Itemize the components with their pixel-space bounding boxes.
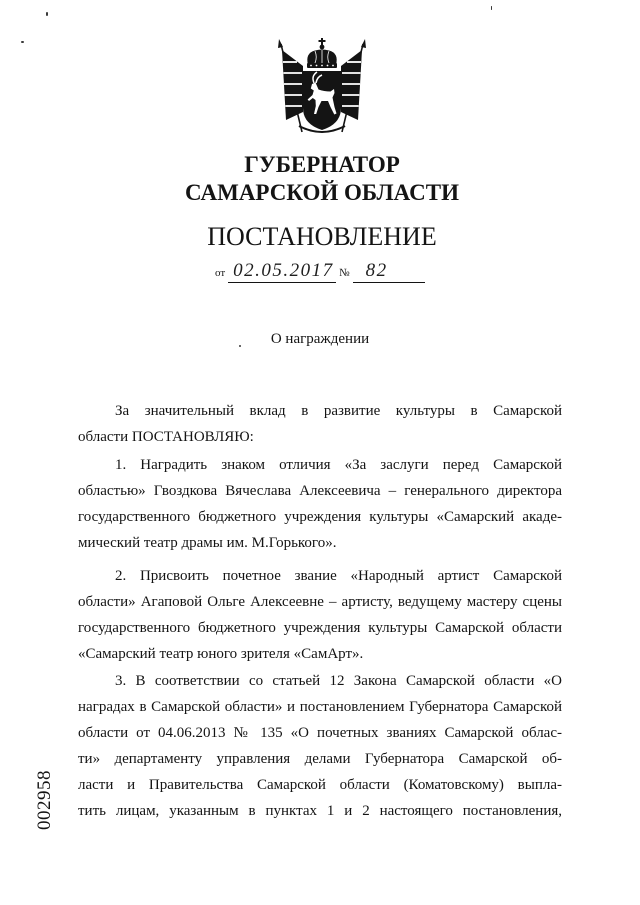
body-line: области ПОСТАНОВЛЯЮ:: [78, 429, 254, 445]
paragraph-2: [78, 563, 562, 667]
scan-speck: [46, 12, 48, 16]
body-line: За значительный вклад в развитие культуры в Самарской: [115, 403, 562, 419]
body-line: «Самарский театр юного зрителя «СамАрт».: [78, 646, 364, 662]
body-line: мический театр драмы им. М.Горького».: [78, 535, 337, 551]
date-number-line: [215, 260, 425, 284]
coat-of-arms-icon: [272, 38, 372, 136]
body-line: тить лицам, указанным в пунктах 1 и 2 настоящего постановления,: [78, 803, 562, 819]
paragraph-preamble: [78, 398, 562, 450]
document-body: [78, 398, 562, 824]
body-line: 3. В соответствии со статьей 12 Закона Самарской области «О: [115, 673, 562, 689]
number-prefix: №: [339, 267, 350, 279]
body-line: области от 04.06.2013 № 135 «О почетных званиях Самарской облас-: [78, 725, 562, 741]
body-line: государственного бюджетного учреждения культуры «Самарский акаде-: [78, 509, 562, 525]
body-line: государственного бюджетного учреждения культуры Самарской области: [78, 620, 562, 636]
scan-speck: [491, 6, 492, 10]
paragraph-3: [78, 668, 562, 824]
body-line: 1. Наградить знаком отличия «За заслуги перед Самарской: [115, 457, 562, 473]
body-line: областью» Гвоздкова Вячеслава Алексеевича – генерального директора: [78, 483, 562, 499]
issuer-title: ГУБЕРНАТОР: [244, 152, 400, 177]
document-subject: О награждении: [270, 331, 370, 347]
issuer-region: САМАРСКОЙ ОБЛАСТИ: [185, 180, 459, 205]
paragraph-1: [78, 452, 562, 556]
date-prefix: от: [215, 267, 226, 279]
body-line: ти» департаменту управления делами Губернатора Самарской об-: [78, 751, 562, 767]
margin-stamp-number: 002958: [34, 770, 55, 830]
document-number: 82: [353, 260, 425, 283]
scan-speck: [21, 41, 24, 43]
body-line: наградах в Самарской области» и постановлением Губернатора Самарской: [78, 699, 562, 715]
body-line: ласти и Правительства Самарской области (Коматовскому) выпла-: [78, 777, 562, 793]
body-line: области» Агаповой Ольге Алексеевне – артисту, ведущему мастеру сцены: [78, 594, 562, 610]
body-line: 2. Присвоить почетное звание «Народный артист Самарской: [115, 568, 562, 584]
document-type: ПОСТАНОВЛЕНИЕ: [207, 222, 437, 251]
document-date: 02.05.2017: [228, 260, 336, 283]
